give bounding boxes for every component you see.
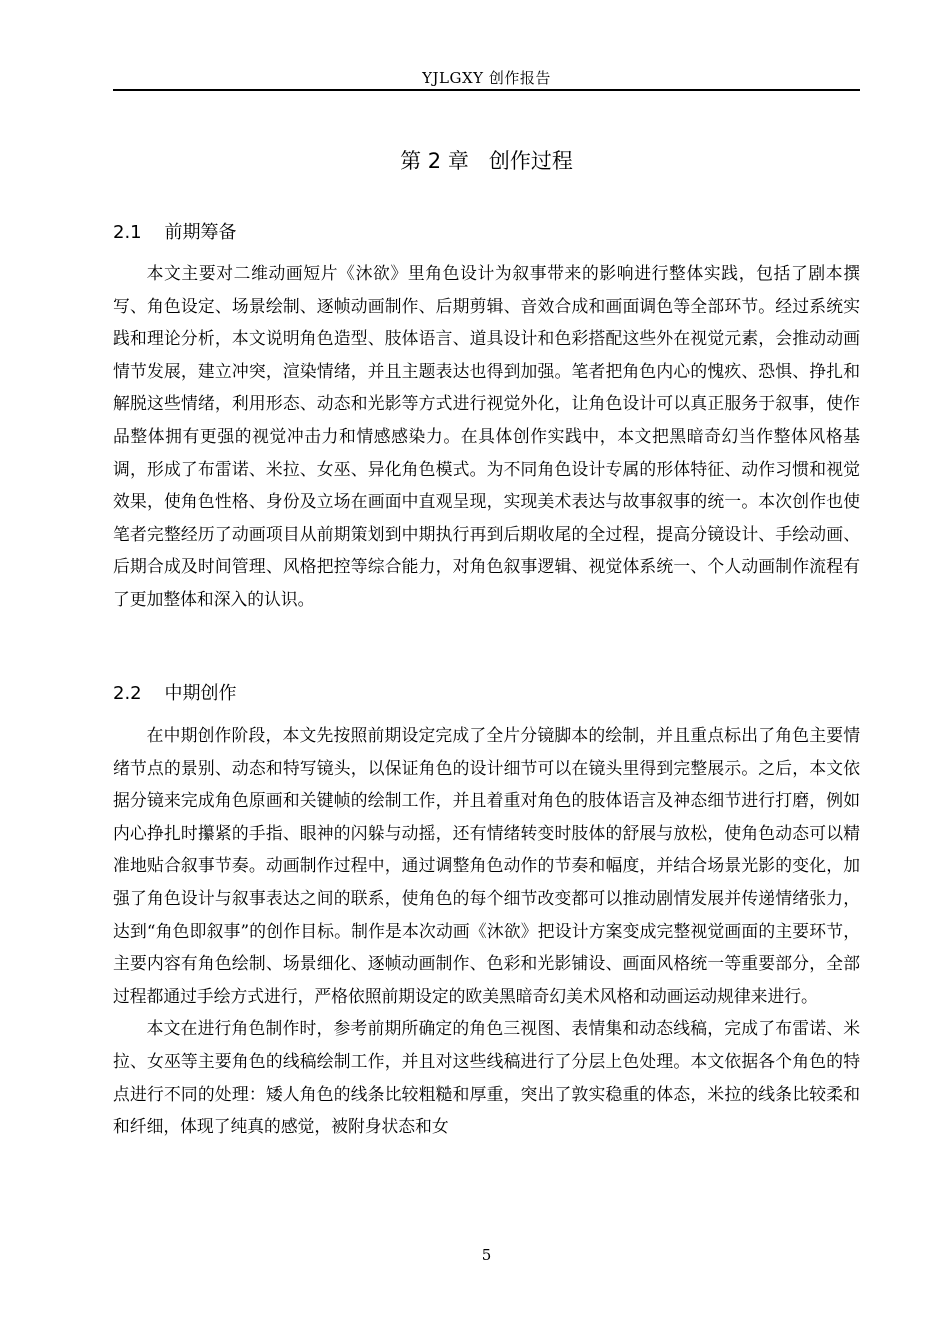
chapter-title: 第 2 章 创作过程 [400,149,573,173]
paragraph: 本文在进行角色制作时，参考前期所确定的角色三视图、表情集和动态线稿，完成了布雷诺、米拉、女巫等主要角色的线稿绘制工作，并且对这些线稿进行了分层上色处理。本文依据各个角色的特点进行不同的处理：矮人角色的线条比较粗糙和厚重，突出了敦实稳重的体态，米拉的线条比较柔和和纤细，体现了纯真的感觉，被附身状态和女 [113,1018,860,1137]
section-body-2-1 [113,257,860,616]
running-header: YJLGXY 创作报告 [422,69,551,87]
paragraph: 本文主要对二维动画短片《沐欲》里角色设计为叙事带来的影响进行整体实践，包括了剧本撰写、角色设定、场景绘制、逐帧动画制作、后期剪辑、音效合成和画面调色等全部环节。经过系统实践和理论分析，本文说明角色造型、肢体语言、道具设计和色彩搭配这些外在视觉元素，会推动动画情节发展，建立冲突，渲染情绪，并且主题表达也得到加强。笔者把角色内心的愧疚、恐惧、挣扎和解脱这些情绪，利用形态、动态和光影等方式进行视觉外化，让角色设计可以真正服务于叙事，使作品整体拥有更强的视觉冲击力和情感感染力。在具体创作实践中，本文把黑暗奇幻当作整体风格基调，形成了布雷诺、米拉、女巫、异化角色模式。为不同角色设计专属的形体特征、动作习惯和视觉效果，使角色性格、身份及立场在画面中直观呈现，实现美术表达与故事叙事的统一。本次创作也使笔者完整经历了动画项目从前期策划到中期执行再到后期收尾的全过程，提高分镜设计、手绘动画、后期合成及时间管理、风格把控等综合能力，对角色叙事逻辑、视觉体系统一、个人动画制作流程有了更加整体和深入的认识。 [113,263,860,609]
page-number: 5 [481,1246,492,1264]
section-heading-2-2: 2.2 中期创作 [113,683,237,704]
section-body-2-2 [113,719,860,1143]
header-rule [113,89,860,91]
section-heading-2-1: 2.1 前期筹备 [113,222,237,243]
paragraph: 在中期创作阶段，本文先按照前期设定完成了全片分镜脚本的绘制，并且重点标出了角色主要情绪节点的景别、动态和特写镜头，以保证角色的设计细节可以在镜头里得到完整展示。之后，本文依据分镜来完成角色原画和关键帧的绘制工作，并且着重对角色的肢体语言及神态细节进行打磨，例如内心挣扎时攥紧的手指、眼神的闪躲与动摇，还有情绪转变时肢体的舒展与放松，使角色动态可以精准地贴合叙事节奏。动画制作过程中，通过调整角色动作的节奏和幅度，并结合场景光影的变化，加强了角色设计与叙事表达之间的联系，使角色的每个细节改变都可以推动剧情发展并传递情绪张力，达到“角色即叙事”的创作目标。制作是本次动画《沐欲》把设计方案变成完整视觉画面的主要环节，主要内容有角色绘制、场景细化、逐帧动画制作、色彩和光影铺设、画面风格统一等重要部分，全部过程都通过手绘方式进行，严格依照前期设定的欧美黑暗奇幻美术风格和动画运动规律来进行。 [113,725,860,1006]
